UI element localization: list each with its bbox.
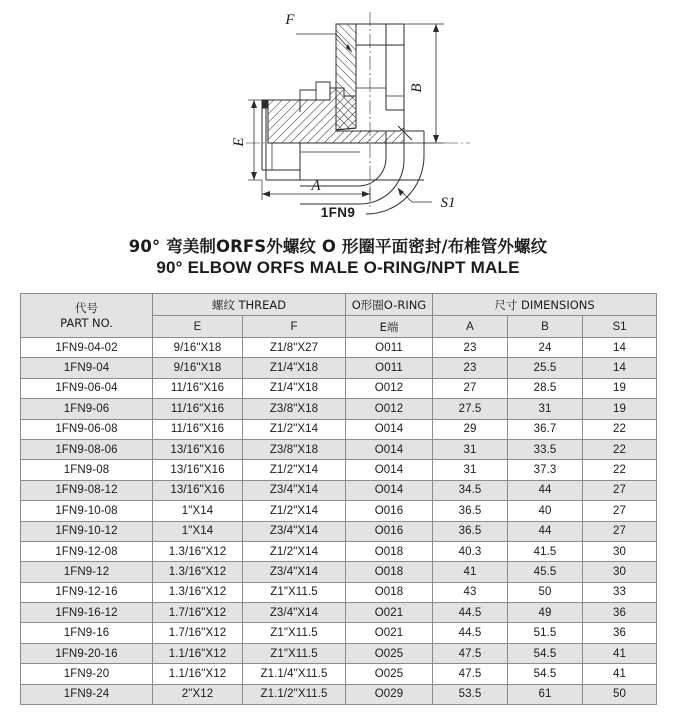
table-row bbox=[21, 684, 657, 704]
table-row bbox=[21, 603, 657, 623]
cell-dim-a: 27.5 bbox=[433, 399, 508, 419]
cell-thread-e: 11/16"X16 bbox=[153, 378, 243, 398]
cell-dim-b: 44 bbox=[508, 521, 583, 541]
cell-dim-b: 54.5 bbox=[508, 664, 583, 684]
cell-thread-e: 1.3/16"X12 bbox=[153, 541, 243, 561]
cell-part-no: 1FN9-16-12 bbox=[21, 603, 153, 623]
cell-thread-f: Z3/4"X14 bbox=[243, 521, 346, 541]
cell-part-no: 1FN9-06-08 bbox=[21, 419, 153, 439]
table-row bbox=[21, 480, 657, 500]
cell-thread-f: Z1"X11.5 bbox=[243, 643, 346, 663]
drawing-part-code-caption: 1FN9 bbox=[320, 205, 356, 220]
cell-dim-s1: 14 bbox=[583, 358, 657, 378]
cell-part-no: 1FN9-20 bbox=[21, 664, 153, 684]
cell-dim-s1: 36 bbox=[583, 623, 657, 643]
cell-dim-a: 53.5 bbox=[433, 684, 508, 704]
cell-part-no: 1FN9-24 bbox=[21, 684, 153, 704]
cell-thread-f: Z1.1/2"X11.5 bbox=[243, 684, 346, 704]
header-thread-group: 螺纹 THREAD bbox=[153, 294, 346, 316]
cell-dim-b: 50 bbox=[508, 582, 583, 602]
cell-dim-b: 28.5 bbox=[508, 378, 583, 398]
cell-thread-e: 1.1/16"X12 bbox=[153, 643, 243, 663]
cell-oring: O016 bbox=[346, 501, 433, 521]
cell-part-no: 1FN9-08 bbox=[21, 460, 153, 480]
header-sub-b: B bbox=[508, 316, 583, 338]
product-title-block bbox=[0, 236, 676, 279]
cell-thread-f: Z1.1/4"X11.5 bbox=[243, 664, 346, 684]
cell-part-no: 1FN9-10-08 bbox=[21, 501, 153, 521]
cell-thread-e: 1"X14 bbox=[153, 501, 243, 521]
table-header-group-row bbox=[21, 294, 657, 316]
cell-oring: O014 bbox=[346, 439, 433, 459]
cell-part-no: 1FN9-06-04 bbox=[21, 378, 153, 398]
dimension-label-b: B bbox=[409, 83, 425, 93]
cell-dim-b: 54.5 bbox=[508, 643, 583, 663]
cell-thread-f: Z3/4"X14 bbox=[243, 603, 346, 623]
header-oring-group: O形圈O-RING bbox=[346, 294, 433, 316]
cell-thread-f: Z1"X11.5 bbox=[243, 623, 346, 643]
cell-dim-b: 49 bbox=[508, 603, 583, 623]
table-header bbox=[21, 294, 657, 338]
specification-table bbox=[20, 293, 657, 705]
cell-dim-a: 36.5 bbox=[433, 521, 508, 541]
cell-part-no: 1FN9-12-16 bbox=[21, 582, 153, 602]
cell-dim-s1: 19 bbox=[583, 399, 657, 419]
table-row bbox=[21, 338, 657, 358]
table-row bbox=[21, 501, 657, 521]
header-part-no bbox=[21, 294, 153, 338]
cell-thread-f: Z1/8"X27 bbox=[243, 338, 346, 358]
cell-dim-b: 25.5 bbox=[508, 358, 583, 378]
cell-dim-a: 23 bbox=[433, 338, 508, 358]
dimension-label-s1: S1 bbox=[440, 195, 456, 211]
cell-dim-a: 44.5 bbox=[433, 623, 508, 643]
table-row bbox=[21, 521, 657, 541]
cell-thread-e: 1.7/16"X12 bbox=[153, 623, 243, 643]
cell-dim-s1: 41 bbox=[583, 643, 657, 663]
cell-thread-e: 1.7/16"X12 bbox=[153, 603, 243, 623]
cell-dim-b: 61 bbox=[508, 684, 583, 704]
cell-dim-b: 36.7 bbox=[508, 419, 583, 439]
header-dimensions-group: 尺寸 DIMENSIONS bbox=[433, 294, 657, 316]
cell-dim-s1: 27 bbox=[583, 480, 657, 500]
cell-thread-e: 1.3/16"X12 bbox=[153, 562, 243, 582]
table-row bbox=[21, 643, 657, 663]
cell-dim-s1: 33 bbox=[583, 582, 657, 602]
cell-thread-f: Z1/4"X18 bbox=[243, 358, 346, 378]
cell-dim-s1: 27 bbox=[583, 501, 657, 521]
cell-oring: O016 bbox=[346, 521, 433, 541]
cell-thread-e: 9/16"X18 bbox=[153, 338, 243, 358]
table-row bbox=[21, 623, 657, 643]
table-row bbox=[21, 582, 657, 602]
cell-dim-a: 34.5 bbox=[433, 480, 508, 500]
cell-thread-f: Z1/2"X14 bbox=[243, 541, 346, 561]
cell-dim-a: 23 bbox=[433, 358, 508, 378]
cell-dim-s1: 30 bbox=[583, 541, 657, 561]
cell-part-no: 1FN9-16 bbox=[21, 623, 153, 643]
table-row bbox=[21, 460, 657, 480]
cell-dim-a: 40.3 bbox=[433, 541, 508, 561]
cell-oring: O014 bbox=[346, 419, 433, 439]
cell-oring: O018 bbox=[346, 562, 433, 582]
cell-oring: O014 bbox=[346, 480, 433, 500]
table-row bbox=[21, 378, 657, 398]
cell-dim-a: 31 bbox=[433, 439, 508, 459]
cell-oring: O021 bbox=[346, 603, 433, 623]
cell-thread-f: Z1/2"X14 bbox=[243, 419, 346, 439]
cell-dim-s1: 30 bbox=[583, 562, 657, 582]
table-row bbox=[21, 439, 657, 459]
cell-thread-f: Z3/4"X14 bbox=[243, 562, 346, 582]
product-title-english: 90° ELBOW ORFS MALE O-RING/NPT MALE bbox=[156, 258, 520, 277]
cell-thread-e: 9/16"X18 bbox=[153, 358, 243, 378]
header-sub-oring-e: E端 bbox=[346, 316, 433, 338]
cell-dim-a: 31 bbox=[433, 460, 508, 480]
elbow-fitting-cross-section-drawing bbox=[0, 0, 676, 232]
header-sub-s1: S1 bbox=[583, 316, 657, 338]
cell-dim-s1: 22 bbox=[583, 460, 657, 480]
dimension-label-f: F bbox=[285, 12, 295, 28]
table-row bbox=[21, 562, 657, 582]
cell-thread-e: 1.1/16"X12 bbox=[153, 664, 243, 684]
cell-part-no: 1FN9-12-08 bbox=[21, 541, 153, 561]
cell-thread-f: Z1/2"X14 bbox=[243, 460, 346, 480]
cell-thread-e: 1"X14 bbox=[153, 521, 243, 541]
cell-oring: O011 bbox=[346, 338, 433, 358]
cell-dim-a: 47.5 bbox=[433, 643, 508, 663]
header-sub-f: F bbox=[243, 316, 346, 338]
cell-dim-a: 43 bbox=[433, 582, 508, 602]
cell-dim-a: 44.5 bbox=[433, 603, 508, 623]
drawing-geometry bbox=[246, 12, 470, 224]
technical-drawing-panel bbox=[0, 0, 676, 232]
cell-dim-b: 44 bbox=[508, 480, 583, 500]
cell-part-no: 1FN9-06 bbox=[21, 399, 153, 419]
cell-oring: O011 bbox=[346, 358, 433, 378]
table-row bbox=[21, 419, 657, 439]
cell-dim-a: 41 bbox=[433, 562, 508, 582]
cell-thread-f: Z1/2"X14 bbox=[243, 501, 346, 521]
cell-dim-s1: 41 bbox=[583, 664, 657, 684]
cell-thread-e: 13/16"X16 bbox=[153, 480, 243, 500]
dimension-label-a: A bbox=[311, 178, 321, 194]
header-sub-e: E bbox=[153, 316, 243, 338]
cell-dim-s1: 19 bbox=[583, 378, 657, 398]
cell-dim-b: 37.3 bbox=[508, 460, 583, 480]
cell-part-no: 1FN9-10-12 bbox=[21, 521, 153, 541]
cell-part-no: 1FN9-04 bbox=[21, 358, 153, 378]
cell-dim-s1: 22 bbox=[583, 419, 657, 439]
cell-oring: O012 bbox=[346, 399, 433, 419]
cell-thread-f: Z3/8"X18 bbox=[243, 439, 346, 459]
cell-dim-b: 24 bbox=[508, 338, 583, 358]
cell-dim-s1: 36 bbox=[583, 603, 657, 623]
table-row bbox=[21, 541, 657, 561]
cell-part-no: 1FN9-08-06 bbox=[21, 439, 153, 459]
cell-part-no: 1FN9-04-02 bbox=[21, 338, 153, 358]
cell-oring: O014 bbox=[346, 460, 433, 480]
cell-oring: O021 bbox=[346, 623, 433, 643]
cell-dim-s1: 50 bbox=[583, 684, 657, 704]
specification-table-container bbox=[20, 293, 656, 705]
cell-dim-b: 45.5 bbox=[508, 562, 583, 582]
cell-dim-a: 29 bbox=[433, 419, 508, 439]
table-row bbox=[21, 358, 657, 378]
cell-oring: O029 bbox=[346, 684, 433, 704]
header-part-no-en: PART NO. bbox=[60, 315, 113, 330]
cell-thread-e: 1.3/16"X12 bbox=[153, 582, 243, 602]
cell-dim-s1: 14 bbox=[583, 338, 657, 358]
cell-part-no: 1FN9-20-16 bbox=[21, 643, 153, 663]
cell-dim-b: 33.5 bbox=[508, 439, 583, 459]
product-title-chinese: 90° 弯美制ORFS外螺纹 O 形圈平面密封/布椎管外螺纹 bbox=[128, 237, 548, 256]
table-row bbox=[21, 664, 657, 684]
table-row bbox=[21, 399, 657, 419]
cell-thread-f: Z1"X11.5 bbox=[243, 582, 346, 602]
cell-dim-a: 27 bbox=[433, 378, 508, 398]
cell-dim-b: 40 bbox=[508, 501, 583, 521]
cell-dim-s1: 27 bbox=[583, 521, 657, 541]
cell-dim-b: 51.5 bbox=[508, 623, 583, 643]
cell-thread-e: 13/16"X16 bbox=[153, 460, 243, 480]
cell-thread-e: 2"X12 bbox=[153, 684, 243, 704]
table-body bbox=[21, 338, 657, 705]
cell-oring: O018 bbox=[346, 582, 433, 602]
cell-oring: O025 bbox=[346, 664, 433, 684]
dimension-label-e: E bbox=[231, 137, 247, 147]
cell-thread-e: 13/16"X16 bbox=[153, 439, 243, 459]
cell-thread-e: 11/16"X16 bbox=[153, 399, 243, 419]
cell-part-no: 1FN9-08-12 bbox=[21, 480, 153, 500]
cell-dim-a: 36.5 bbox=[433, 501, 508, 521]
header-part-no-cn: 代号 bbox=[75, 300, 98, 315]
cell-thread-f: Z3/8"X18 bbox=[243, 399, 346, 419]
cell-dim-b: 31 bbox=[508, 399, 583, 419]
cell-dim-a: 47.5 bbox=[433, 664, 508, 684]
cell-dim-s1: 22 bbox=[583, 439, 657, 459]
cell-oring: O012 bbox=[346, 378, 433, 398]
cell-thread-f: Z3/4"X14 bbox=[243, 480, 346, 500]
cell-oring: O018 bbox=[346, 541, 433, 561]
cell-dim-b: 41.5 bbox=[508, 541, 583, 561]
cell-thread-f: Z1/4"X18 bbox=[243, 378, 346, 398]
cell-oring: O025 bbox=[346, 643, 433, 663]
header-sub-a: A bbox=[433, 316, 508, 338]
cell-part-no: 1FN9-12 bbox=[21, 562, 153, 582]
cell-thread-e: 11/16"X16 bbox=[153, 419, 243, 439]
